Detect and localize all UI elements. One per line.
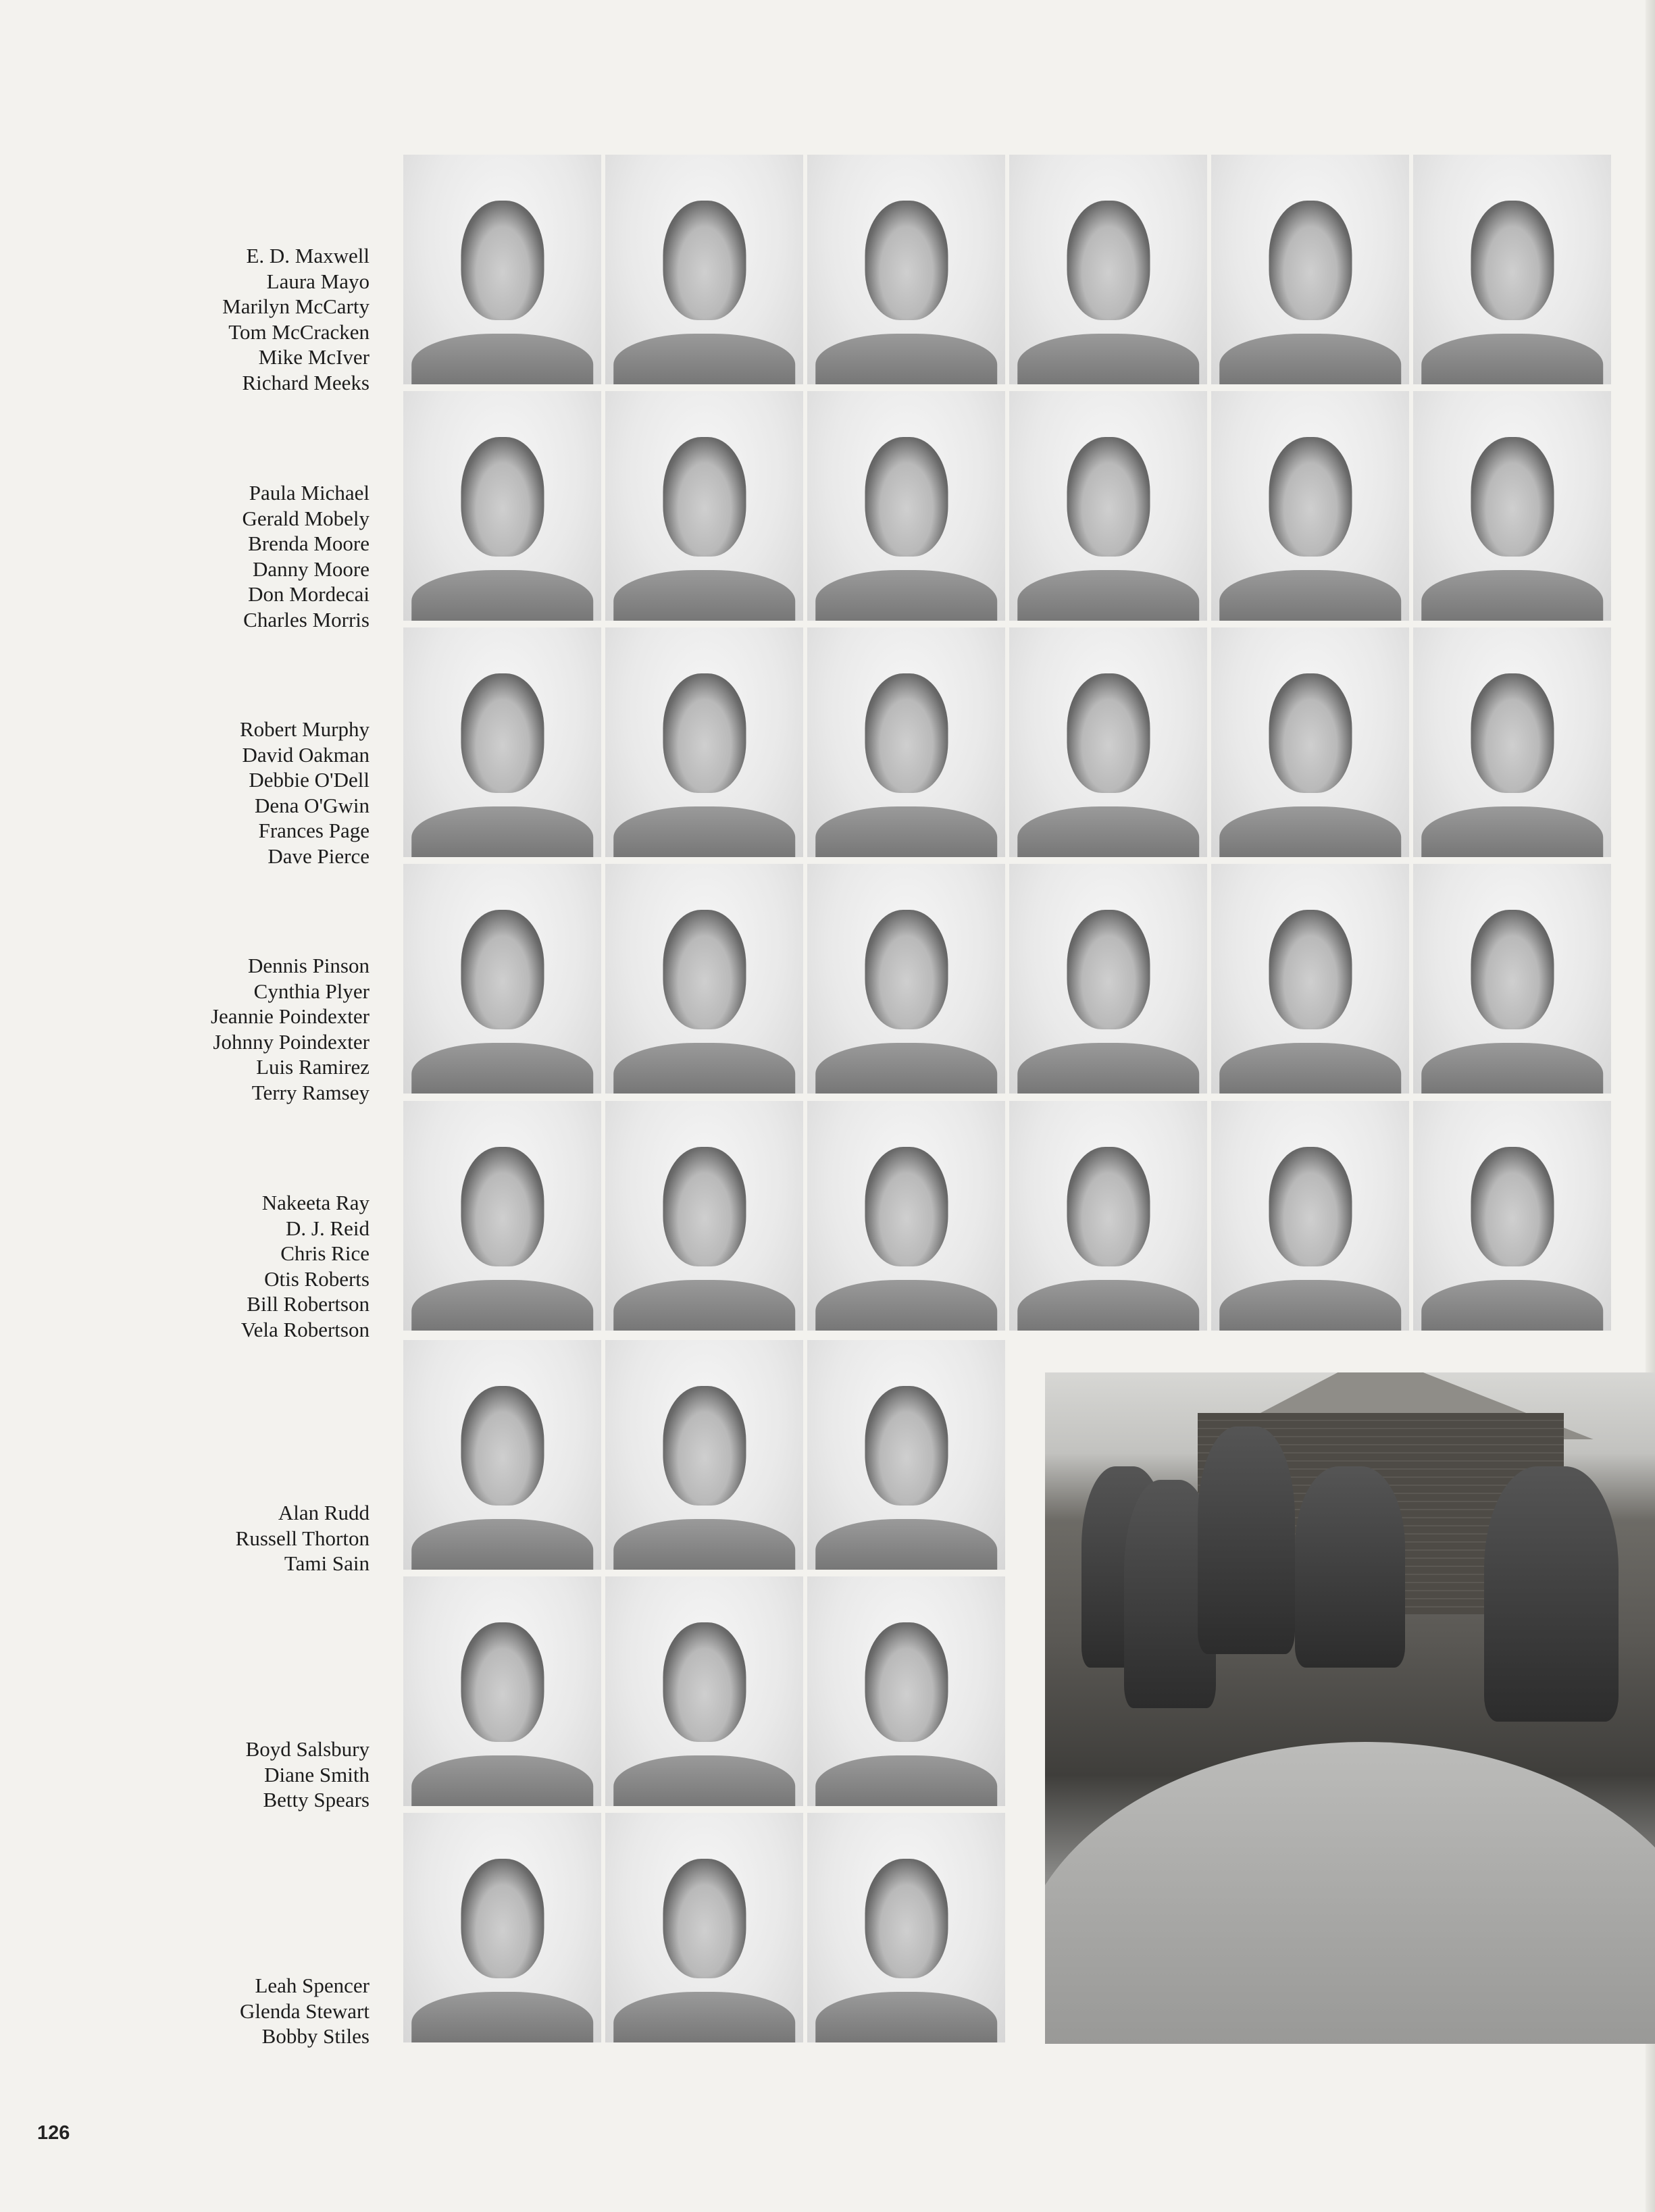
student-name: Debbie O'Dell <box>249 768 370 792</box>
person <box>1295 1466 1405 1668</box>
student-name: D. J. Reid <box>286 1216 370 1240</box>
student-name: Boyd Salsbury <box>245 1737 370 1761</box>
portrait-shoulders <box>411 1043 594 1094</box>
name-group <box>242 480 370 632</box>
portrait-shoulders <box>411 1992 594 2042</box>
portrait-shoulders <box>1421 806 1604 857</box>
portrait-head <box>663 1386 746 1506</box>
portrait-photo <box>807 1340 1005 1570</box>
portrait-shoulders <box>613 570 796 621</box>
portrait-photo <box>1211 864 1409 1094</box>
portrait-shoulders <box>815 570 998 621</box>
portrait-photo <box>403 391 601 621</box>
student-name: Johnny Poindexter <box>213 1029 370 1054</box>
portrait-shoulders <box>411 1519 594 1570</box>
student-name: Cynthia Plyer <box>253 979 370 1003</box>
portrait-shoulders <box>815 334 998 384</box>
portrait-photo <box>403 627 601 857</box>
student-name: Tom McCracken <box>228 319 370 344</box>
portrait-head <box>1067 910 1150 1029</box>
portrait-photo <box>807 1813 1005 2042</box>
portrait-head <box>1067 673 1150 793</box>
name-group <box>211 953 370 1105</box>
portrait-photo <box>1413 155 1611 384</box>
portrait-shoulders <box>613 806 796 857</box>
portrait-shoulders <box>1219 806 1402 857</box>
portrait-shoulders <box>815 1280 998 1331</box>
portrait-shoulders <box>1421 570 1604 621</box>
student-name: Paula Michael <box>249 481 370 505</box>
portrait-shoulders <box>815 1992 998 2042</box>
portrait-photo <box>807 627 1005 857</box>
student-name: Danny Moore <box>252 557 370 581</box>
portrait-head <box>461 1386 544 1506</box>
portrait-shoulders <box>411 1280 594 1331</box>
portrait-photo <box>605 1340 803 1570</box>
portrait-head <box>865 910 948 1029</box>
name-group <box>240 717 370 869</box>
portrait-head <box>461 1622 544 1742</box>
portrait-head <box>865 1859 948 1978</box>
student-name: Tami Sain <box>284 1551 370 1575</box>
student-name: David Oakman <box>242 742 370 767</box>
portrait-head <box>865 437 948 557</box>
candid-group-photo <box>1045 1372 1655 2044</box>
portrait-head <box>461 1859 544 1978</box>
portrait-head <box>1067 201 1150 320</box>
portrait-shoulders <box>613 1992 796 2042</box>
portrait-head <box>461 910 544 1029</box>
student-name: Leah Spencer <box>255 1974 370 1997</box>
name-group <box>246 1737 370 1813</box>
portrait-photo <box>605 1813 803 2042</box>
portrait-photo <box>1413 391 1611 621</box>
portrait-shoulders <box>1017 334 1200 384</box>
portrait-shoulders <box>411 1755 594 1806</box>
student-name: Bobby Stiles <box>261 2024 370 2048</box>
student-name: Russell Thorton <box>235 1526 370 1550</box>
portrait-photo <box>1009 864 1207 1094</box>
portrait-head <box>1471 673 1554 793</box>
portrait-shoulders <box>613 1043 796 1094</box>
portrait-photo <box>1211 391 1409 621</box>
portrait-photo <box>1413 1101 1611 1331</box>
portrait-head <box>1269 1147 1352 1266</box>
portrait-photo <box>1009 627 1207 857</box>
portrait-head <box>1471 1147 1554 1266</box>
portrait-photo <box>1211 155 1409 384</box>
student-name: Dennis Pinson <box>248 954 370 977</box>
portrait-shoulders <box>1017 806 1200 857</box>
portrait-photo <box>605 864 803 1094</box>
portrait-head <box>663 437 746 557</box>
car <box>1045 1742 1655 2044</box>
portrait-head <box>663 1859 746 1978</box>
portrait-photo <box>1211 1101 1409 1331</box>
portrait-photo <box>1009 155 1207 384</box>
portrait-head <box>1471 437 1554 557</box>
portrait-photo <box>403 1576 601 1806</box>
student-name: E. D. Maxwell <box>246 244 370 267</box>
portrait-photo <box>1211 627 1409 857</box>
portrait-photo <box>403 1813 601 2042</box>
portrait-photo <box>403 1340 601 1570</box>
portrait-head <box>1269 437 1352 557</box>
student-name: Charles Morris <box>243 607 370 632</box>
portrait-shoulders <box>613 334 796 384</box>
portrait-head <box>865 201 948 320</box>
student-name: Otis Roberts <box>264 1266 370 1291</box>
student-name: Nakeeta Ray <box>261 1191 370 1214</box>
portrait-photo <box>807 1576 1005 1806</box>
student-name: Terry Ramsey <box>251 1080 370 1104</box>
portrait-head <box>663 673 746 793</box>
student-name: Glenda Stewart <box>240 1999 370 2023</box>
portrait-photo <box>1413 627 1611 857</box>
name-group <box>236 1500 370 1576</box>
portrait-photo <box>605 1101 803 1331</box>
portrait-shoulders <box>1017 570 1200 621</box>
portrait-photo <box>807 155 1005 384</box>
portrait-shoulders <box>815 806 998 857</box>
portrait-head <box>865 673 948 793</box>
student-name: Dave Pierce <box>268 844 370 868</box>
student-name: Diane Smith <box>264 1762 370 1786</box>
portrait-head <box>461 1147 544 1266</box>
portrait-shoulders <box>815 1519 998 1570</box>
student-name: Bill Robertson <box>247 1292 370 1316</box>
portrait-shoulders <box>411 806 594 857</box>
portrait-head <box>865 1147 948 1266</box>
portrait-photo <box>605 627 803 857</box>
portrait-head <box>1471 201 1554 320</box>
student-name: Betty Spears <box>263 1788 370 1811</box>
student-name: Robert Murphy <box>239 717 370 741</box>
name-group <box>222 243 370 395</box>
student-name: Mike McIver <box>258 345 370 369</box>
portrait-head <box>1269 910 1352 1029</box>
portrait-shoulders <box>815 1043 998 1094</box>
portrait-head <box>461 201 544 320</box>
student-name: Vela Robertson <box>240 1317 370 1341</box>
portrait-photo <box>605 1576 803 1806</box>
portrait-shoulders <box>613 1280 796 1331</box>
portrait-head <box>865 1386 948 1506</box>
page-number: 126 <box>37 2122 70 2144</box>
student-name: Richard Meeks <box>242 370 370 394</box>
portrait-head <box>663 1622 746 1742</box>
portrait-photo <box>807 391 1005 621</box>
portrait-shoulders <box>411 570 594 621</box>
portrait-head <box>1471 910 1554 1029</box>
student-name: Chris Rice <box>280 1241 370 1265</box>
student-name: Laura Mayo <box>266 269 370 293</box>
portrait-photo <box>1009 1101 1207 1331</box>
portrait-head <box>865 1622 948 1742</box>
student-name: Gerald Mobely <box>242 506 370 530</box>
portrait-shoulders <box>1017 1280 1200 1331</box>
portrait-shoulders <box>1219 1043 1402 1094</box>
portrait-photo <box>807 1101 1005 1331</box>
portrait-photo <box>605 155 803 384</box>
portrait-shoulders <box>613 1519 796 1570</box>
portrait-shoulders <box>1219 570 1402 621</box>
portrait-photo <box>403 155 601 384</box>
portrait-shoulders <box>1421 1043 1604 1094</box>
portrait-head <box>663 201 746 320</box>
portrait-head <box>461 437 544 557</box>
person <box>1484 1466 1619 1722</box>
portrait-photo <box>605 391 803 621</box>
person <box>1198 1426 1295 1655</box>
portrait-head <box>1067 437 1150 557</box>
portrait-shoulders <box>1421 334 1604 384</box>
portrait-photo <box>1413 864 1611 1094</box>
student-name: Luis Ramirez <box>256 1055 370 1079</box>
student-name: Dena O'Gwin <box>254 793 370 817</box>
portrait-shoulders <box>613 1755 796 1806</box>
portrait-head <box>1067 1147 1150 1266</box>
student-name: Brenda Moore <box>248 532 370 555</box>
portrait-shoulders <box>815 1755 998 1806</box>
student-name: Jeannie Poindexter <box>210 1004 370 1028</box>
portrait-shoulders <box>1219 334 1402 384</box>
portrait-head <box>1269 201 1352 320</box>
portrait-head <box>663 1147 746 1266</box>
name-group <box>241 1190 370 1342</box>
student-name: Marilyn McCarty <box>222 294 370 318</box>
portrait-head <box>461 673 544 793</box>
portrait-photo <box>403 1101 601 1331</box>
portrait-shoulders <box>411 334 594 384</box>
portrait-head <box>1269 673 1352 793</box>
portrait-photo <box>1009 391 1207 621</box>
portrait-photo <box>807 864 1005 1094</box>
portrait-photo <box>403 864 601 1094</box>
student-name: Frances Page <box>258 819 370 842</box>
portrait-head <box>663 910 746 1029</box>
student-name: Alan Rudd <box>278 1501 370 1524</box>
student-name: Don Mordecai <box>248 582 370 606</box>
portrait-shoulders <box>1017 1043 1200 1094</box>
portrait-shoulders <box>1421 1280 1604 1331</box>
name-group <box>240 1973 370 2049</box>
portrait-shoulders <box>1219 1280 1402 1331</box>
